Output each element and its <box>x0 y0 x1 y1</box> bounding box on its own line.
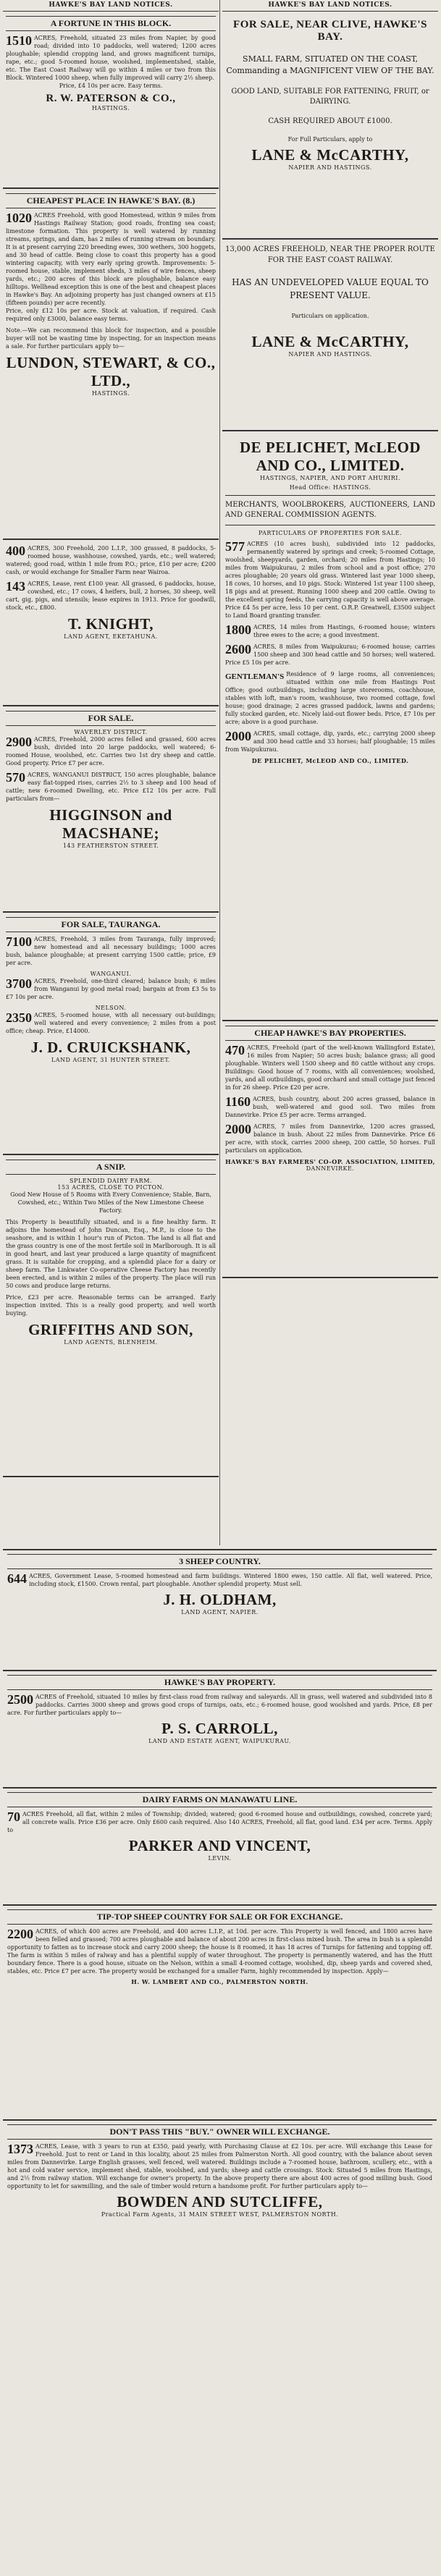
agent-name: PARKER AND VINCENT, <box>128 1837 311 1854</box>
agent-name: BOWDEN AND SUTCLIFFE, <box>117 2193 323 2210</box>
ad-tauranga <box>3 913 219 1155</box>
ad-body: ACRES, Freehold, situated 23 miles from Napier, by good road; divided into 10 paddocks, well watered; 1200 acres ploughable; splendid cropping land, and grows magnificent turnips, rape, etc.; good 5-roomed house, woolshed, implementshed, stable, etc. The East Coast Railway will go within 4 miles or two from this Block. Wintered 1000 sheep, when fully improved will carry 2½ sheep. <box>6 35 216 81</box>
ad-body: ACRES, 8 miles from Waipukurau; 6-roomed house; carries 1500 sheep and 300 head cattle and 50 horses; well watered. Price £5 10s per acre. <box>225 643 435 666</box>
ad-heading: A SNIP. <box>6 1160 216 1175</box>
ad-heading: FOR SALE, NEAR CLIVE, HAWKE'S BAY. <box>233 19 427 43</box>
ad-heading: CHEAP HAWKE'S BAY PROPERTIES. <box>225 1026 435 1041</box>
ad-subheading: SPLENDID DAIRY FARM. <box>70 1178 152 1184</box>
ad-heading: CHEAPEST PLACE IN HAWKE'S BAY. (8.) <box>6 193 216 208</box>
ad-near-clive <box>222 12 438 240</box>
agent-name: HAWKE'S BAY FARMERS' CO-OP. ASSOCIATION, LIMITED, <box>225 1158 435 1165</box>
ad-heading: HAWKE'S BAY PROPERTY. <box>7 1675 432 1690</box>
agent-name: P. S. CARROLL, <box>161 1720 278 1737</box>
acreage-number: 2200 <box>7 1927 33 1941</box>
agent-location: NAPIER AND HASTINGS. <box>288 351 372 358</box>
ad-subheading: 153 ACRES, CLOSE TO PICTON. <box>57 1184 164 1191</box>
agent-name: R. W. PATERSON & CO., <box>46 93 176 104</box>
ad-body: ACRES (10 acres bush), subdivided into 12 paddocks, permanently watered by springs and creek; 5-roomed Cottage, woolshed, sheepyards, garden, orchard; 20 miles from Hastings; 10 miles from Waipukurau, 2 miles from school and a post office; 270 acres ploughable; 20 years old grass. Wintered last year 1000 sheep, 18 cows, 10 horses, and 10 pigs. Stock: Wintered 1st year 1100 sheep, 18 pigs and at present. Running 1000 sheep and 200 cattle. Owing to the excellent spring feeds, the carrying capacity is well above average. Price £4 5s per acre, less 10 per cent. O.R.P. Greatwell, £3500 subject to Land Board granting transfer. <box>225 541 435 619</box>
agent-location: HASTINGS. <box>91 105 130 111</box>
agent-name: J. H. OLDHAM, <box>163 1591 277 1608</box>
agent-name: HIGGINSON and MACSHANE; <box>49 806 172 842</box>
acreage-number: 2600 <box>225 642 251 656</box>
agent-location: DANNEVIRKE. <box>306 1165 355 1172</box>
agent-location: LAND AGENT, 31 HUNTER STREET. <box>51 1057 171 1063</box>
agent-name: DE PELICHET, McLEOD AND CO., LIMITED. <box>239 439 421 474</box>
head-office: Head Office: HASTINGS. <box>289 484 371 491</box>
agent-name: LANE & McCARTHY, <box>251 146 409 164</box>
ad-body: ACRES of Freehold, situated 10 miles by first-class road from railway and saleyards. All in grass, well watered and subdivided into 8 paddocks. Carries 3000 sheep and grows good crops of turnips, oats, etc.; 6-roomed house, good woolshed and yards. Price, £8 per acre. For further particulars apply to— <box>7 1694 432 1716</box>
right-column <box>222 0 438 1278</box>
ad-heading: TIP-TOP SHEEP COUNTRY FOR SALE OR FOR EXCHANGE. <box>7 1909 432 1925</box>
acreage-number: 143 <box>6 579 25 594</box>
ad-body: ACRES Freehold, with good Homestead, within 9 miles from Hastings Railway Station; good roads, fronting sea coast; limestone formation. This property is well watered by running streams, springs, and dam, has 2 miles of running stream on boundary. It is at present carrying 220 breeding ewes, 300 wethers, 300 hoggets, and 30 head of cattle. Being close to coast this property has a good wintering capacity, with very early spring growth. Improvements: 5-roomed house, stable, implement sheds, 3 miles of wire fences, sheep yards, etc.; 200 acres of this block are ploughable, balance easy hilltops. Wellhead exception this is one of the best and cheapest places in Hawke's Bay. An adjoining property has just changed owners at £15 (fifteen pounds) per acre recently. <box>6 212 216 306</box>
ad-body: ACRES, Freehold, 2000 acres felled and grassed, 600 acres bush, divided into 20 large paddocks, well watered; 6-roomed House, woolshed, etc. Carries two 1st dry sheep and cattle. Good property. Price £7 per acre. <box>6 736 216 767</box>
agent-location: LEVIN. <box>208 1855 232 1862</box>
acreage-number: 1020 <box>6 211 32 225</box>
trade-description: MERCHANTS, WOOLBROKERS, AUCTIONEERS, LAND AND GENERAL COMMISSION AGENTS. <box>225 501 435 519</box>
ad-subheading: NELSON. <box>95 1005 127 1011</box>
ad-manawatu-dairy <box>3 1789 437 1906</box>
ad-heading: FOR SALE, TAURANGA. <box>6 917 216 932</box>
agent-name: H. W. LAMBERT AND CO., PALMERSTON NORTH. <box>131 1978 308 1985</box>
ad-price: Price, £4 10s per acre. Easy terms. <box>59 83 163 89</box>
acreage-number: 2900 <box>6 735 32 749</box>
ad-body: Residence of 9 large rooms, all conveniences; situated within one mile from Hastings Post Office; good outbuildings, including large storerooms, coachhouse, stables with loft, man's room, washhouse, two roomed cottage, fowl house; good drainage; 2 acres grassed paddock, lawns and gardens; fully stocked garden, etc. Nicely laid-out flower beds. Price, £7 10s per acre; above is a good purchase. <box>225 671 435 725</box>
ad-body: GOOD LAND, SUITABLE FOR FATTENING, FRUIT, or DAIRYING. <box>231 88 429 106</box>
agent-name: DE PELICHET, McLEOD AND CO., LIMITED. <box>251 757 409 764</box>
ad-body: ACRES, of which 400 acres are Freehold, and 400 acres L.I.P., at 10d. per acre. This Property is well fenced, and 1800 acres have been felled and grassed; 700 acres ploughable and balance of about 200 acres in first-class mixed bush. The area in bush is a splendid opportunity to fatten as to increase stock and carry 2000 sheep; the house is 8 roomed, it has 18 acres of Turnips for fattening and topping off. The farm is within 5 miles of ralway and has a plentiful supply of water throughout. The property is permanently watered, and has the Hutt boundary fence. There is a good house, situate on the Nelson, within a small 4-roomed cottage, woolshed, dip, sheep yards and covered shed, stables, etc. Price £7 per acre. The property would be exchanged for a smaller Farm, highly recommended by inspection. Apply— <box>7 1928 432 1975</box>
acreage-number: 2350 <box>6 1010 32 1025</box>
ad-body: ACRES, Freehold, one-third cleared; balance bush; 6 miles from Wanganui by good metal road; bargain at from £3 5s to £7 10s per acre. <box>6 978 216 1000</box>
ad-body: ACRES, 300 Freehold, 200 L.I.P., 300 grassed, 8 paddocks, 5-roomed house, washhouse, cowshed, yards, etc.; well watered; watered; good road, within 1 mile from P.O.; price, £10 per acre; £200 cash, or would exchange for Smaller Farm near Wairoa. <box>6 545 216 575</box>
acreage-number: 470 <box>225 1043 245 1057</box>
ad-body: ACRES Freehold, all flat, within 2 miles of Township; divided; watered; good 6-roomed house and outbuildings, cowshed, concrete yard; all concrete walls. Price £36 per acre. Only £600 cash required. Also 140 ACRES, Freehold, all flat, good land. £34 per acre. Terms. Apply to <box>7 1811 432 1833</box>
acreage-number: 3700 <box>6 976 32 991</box>
ad-heading: DON'T PASS THIS "BUY." OWNER WILL EXCHANGE. <box>7 2124 432 2140</box>
ad-body: ACRES, Freehold (part of the well-known Wallingford Estate), 16 miles from Napier; 50 acres bush; balance grass; all good ploughable. Winters well 1500 sheep and 80 cattle without any crops. Buildings: Good house of 7 rooms, with all conveniences; woolshed, yards, and all outbuildings, good orchard and small cottage just fenced in for 26 sheep. Price £20 per acre. <box>225 1044 435 1091</box>
ad-fortune-block <box>3 12 219 189</box>
ad-body: ACRES, small cottage, dip, yards, etc.; carrying 2000 sheep and 300 head cattle and 33 horses; half ploughable; 15 miles from Waipukurau. <box>225 730 435 753</box>
acreage-number: 70 <box>7 1809 20 1824</box>
acreage-number: 1800 <box>225 622 251 637</box>
right-column-header: HAWKE'S BAY LAND NOTICES. <box>222 0 438 12</box>
acreage-number: 7100 <box>6 934 32 949</box>
ad-subheading: PARTICULARS OF PROPERTIES FOR SALE. <box>258 530 402 536</box>
ad-body: CASH REQUIRED ABOUT £1000. <box>268 117 392 125</box>
acreage-number: 570 <box>6 770 25 785</box>
ad-heading: A FORTUNE IN THIS BLOCK. <box>6 16 216 31</box>
ad-body: ACRES, bush country, about 200 acres grassed, balance in bush, well-watered and good soil. Two miles from Dannevirke. Price £5 per acre. Terms arranged. <box>225 1096 435 1118</box>
ad-body: ACRES, Lease, rent £100 year. All grassed, 6 paddocks, house, cowshed, etc.; 17 cows, 4 heifers, bull, 2 horses, 30 sheep, well cart, gig, pigs, and utensils; lease expires in 1913. Price for goodwill, stock, etc., £800. <box>6 580 216 611</box>
left-column-header: HAWKE'S BAY LAND NOTICES. <box>3 0 219 12</box>
agent-location: Practical Farm Agents, 31 MAIN STREET WEST, PALMERSTON NORTH. <box>101 2211 339 2218</box>
ad-cheapest-place <box>3 189 219 540</box>
ad-price: Price, only £12 10s per acre. Stock at valuation, if required. Cash required only £3000, balance easy terms. <box>6 308 216 322</box>
left-column <box>3 0 219 1477</box>
acreage-number: 2000 <box>225 1122 251 1136</box>
ad-subheading: WANGANUI. <box>90 971 132 977</box>
agent-location: LAND AGENTS, BLENHEIM. <box>64 1339 158 1346</box>
acreage-number: GENTLEMAN'S <box>225 672 285 681</box>
ad-hb-property <box>3 1671 437 1789</box>
ad-price: Price, £23 per acre. Reasonable terms can be arranged. Early inspection invited. This is a really good property, and well worth buying. <box>6 1294 216 1317</box>
agent-name: LANE & McCARTHY, <box>251 333 409 350</box>
agent-location: 143 FEATHERSTON STREET. <box>62 843 159 849</box>
acreage-number: 400 <box>6 544 25 558</box>
ad-tip-top-sheep <box>3 1906 437 2121</box>
agent-location: NAPIER AND HASTINGS. <box>288 164 372 171</box>
agent-name: LUNDON, STEWART, & CO., LTD., <box>6 354 216 389</box>
ad-dont-pass <box>3 2121 437 2367</box>
ad-body: 13,000 ACRES FREEHOLD, NEAR THE PROPER ROUTE FOR THE EAST COAST RAILWAY. <box>225 245 435 264</box>
acreage-number: 1510 <box>6 33 32 48</box>
ad-body: ACRES, 14 miles from Hastings, 6-roomed house; winters three ewes to the acre; a good investment. <box>253 624 435 638</box>
ad-body: Good New House of 5 Rooms with Every Convenience; Stable, Barn, Cowshed, etc.; Within Two Miles of the New Limestone Cheese Factory. <box>10 1191 211 1214</box>
agent-location: LAND AGENT, NAPIER. <box>181 1609 259 1616</box>
ad-body: ACRES, Government Lease, 5-roomed homestead and farm buildings. Wintered 1800 ewes, 150 cattle. All flat, well watered. Price, including stock, £1500. Crown rental, part ploughable. Another splendid property. Must sell. <box>29 1573 432 1587</box>
ad-snip-picton <box>3 1155 219 1477</box>
acreage-number: 2500 <box>7 1692 33 1707</box>
acreage-number: 2000 <box>225 729 251 743</box>
ad-body: ACRES, WANGANUI DISTRICT, 150 acres ploughable, balance easy flat-topped rises, carries 2½ to 3 sheep and 100 head of cattle; new 6-roomed Dwelling, etc. Price £12 10s per acre. Full particulars from— <box>6 772 216 802</box>
agent-location: LAND AND ESTATE AGENT, WAIPUKURAU. <box>148 1738 291 1744</box>
ad-body: ACRES, Lease, with 3 years to run at £350, paid yearly, with Purchasing Clause at £2 10s. per acre. Will exchange this Lease for Freehold. Just to rent or Land in this locality, about 25 miles from Palmerston North. All good country, with the balance about seven miles from Dannevirke. Large English grasses, well fenced, well watered. Buildings include a 7-roomed house, bathroom, scullery, etc., with a hot and cold water service, implement shed, stable, woolshed, and yards; sheep and cattle crossings. Stock: Situated 5 miles from Hastings, and 2½ from railway station. Will exchange for owner's property. In the above property there are about 400 acres of good milling bush. Good opportunity to let for sawmilling, and the sale of timber would return a handsome profit. For further particulars apply to— <box>7 2143 432 2189</box>
ad-body: Particulars on application. <box>291 313 369 319</box>
ad-sheep-country <box>3 1550 437 1671</box>
ad-heading: DAIRY FARMS ON MANAWATU LINE. <box>7 1792 432 1807</box>
ad-subheading: WAVERLEY DISTRICT. <box>74 729 148 735</box>
ad-13000-acres <box>222 240 438 431</box>
column-rule <box>219 0 220 1545</box>
acreage-number: 1373 <box>7 2142 33 2156</box>
acreage-number: 1160 <box>225 1094 251 1109</box>
ad-body: HAS AN UNDEVELOPED VALUE EQUAL TO PRESENT VALUE. <box>232 277 429 300</box>
agent-location: HASTINGS, NAPIER, AND PORT AHURIRI. <box>259 475 400 481</box>
ad-body: ACRES, 5-roomed house, with all necessary out-buildings; well watered and every convenience; 2 miles from a post office; cheap. Price, £14000. <box>6 1012 216 1034</box>
ad-body: ACRES, 7 miles from Dannevirke, 1200 acres grassed, balance in bush. About 22 miles from Dannevirke. Price £6 per acre, with stock, carries 2000 sheep, 200 cattle, 50 horses. Full particulars on application. <box>225 1123 435 1154</box>
ad-body: This Property is beautifully situated, and is a fine healthy farm. It adjoins the homestead of John Duncan, Esq., M.P., is close to the seashore, and is within 1 hour's run of Picton. The land is all flat and the grass country is one of the most fertile soil in Marlborough. It is all in good heart, and last year produced a large quantity of magnificent grass. It is suitable for cropping, and a splendid place for a dairy or sheep farm. The Linkwater Co-operative Cheese Factory has recently been erected, and is within 2 miles of the property. The place will run 50 cows and produce large returns. <box>6 1219 216 1289</box>
ad-waverley <box>3 706 219 913</box>
ad-de-pelichet <box>222 431 438 1021</box>
agent-name: T. KNIGHT, <box>68 615 154 633</box>
agent-name: GRIFFITHS AND SON, <box>28 1321 193 1338</box>
ad-note: Note.—We can recommend this block for inspection, and a possible buyer will not be wasting time by inspecting, for an inspection means a sale. For further particulars apply to— <box>6 327 216 350</box>
ad-heading: 3 SHEEP COUNTRY. <box>7 1554 432 1569</box>
ad-body: SMALL FARM, SITUATED ON THE COAST, Commanding a MAGNIFICENT VIEW OF THE BAY. <box>226 54 434 75</box>
ad-body: ACRES, Freehold, 3 miles from Tauranga, fully improved; new homestead and all necessary buildings; 1000 acres bush, balance ploughable; at present carrying 1500 cattle; price, £9 per acre. <box>6 936 216 966</box>
ad-body: For Full Particulars, apply to <box>287 136 373 143</box>
acreage-number: 644 <box>7 1571 27 1586</box>
full-width-section <box>3 1549 437 2367</box>
agent-name: J. D. CRUICKSHANK, <box>30 1039 191 1056</box>
ad-knight-eketahuna <box>3 540 219 706</box>
acreage-number: 577 <box>225 539 245 554</box>
ad-cheap-hb-properties <box>222 1021 438 1278</box>
ad-heading: FOR SALE. <box>6 711 216 726</box>
agent-location: LAND AGENT, EKETAHUNA. <box>64 633 158 640</box>
agent-location: HASTINGS. <box>91 390 130 397</box>
